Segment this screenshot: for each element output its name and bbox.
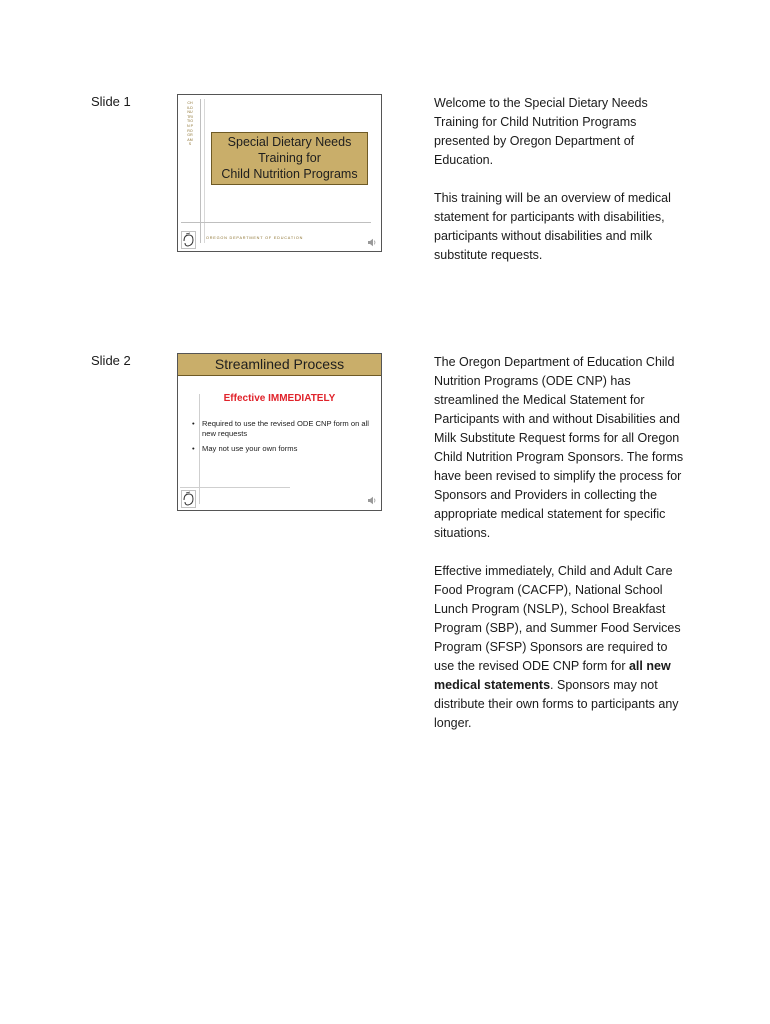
slide-2-horizontal-rule: [180, 487, 290, 488]
speaker-icon[interactable]: [367, 496, 377, 505]
slide-1-title-box: [211, 132, 368, 185]
slide-2-label: Slide 2: [91, 353, 131, 368]
slide-1-notes: [434, 94, 684, 284]
slide-1-thumbnail: [177, 94, 382, 252]
slide-1-vertical-text: CHILD NUTRITION PROGRAMS: [187, 101, 193, 147]
ode-logo-icon: [181, 490, 196, 508]
speaker-icon[interactable]: [367, 238, 377, 247]
slide-2-notes-paragraph-1: The Oregon Department of Education Child Nutrition Programs (ODE CNP) has streamlined the Medical Statement for Participants with and without Disabilities and Milk Substitute Request forms for all Oregon Child Nutrition Program Sponsors. The forms have been revised to simplify the process for Sponsors and Providers in collecting the appropriate medical statement for specific situations.: [434, 355, 684, 540]
slide-1-label: Slide 1: [91, 94, 131, 109]
ode-logo-icon: [181, 231, 196, 249]
slide-2-notes-text: Effective immediately, Child and Adult Care Food Program (CACFP), National School Lunch Program (NSLP), School Breakfast Program (SBP), and Summer Food Services Program (SFSP) Sponsors are required to use the revised ODE CNP form for: [434, 564, 681, 673]
slide-2-thumbnail: [177, 353, 382, 511]
slide-2-notes-text-end: . Sponsors may not distribute their own forms to participants any longer.: [434, 678, 679, 730]
slide-2-bullet: • May not use your own forms: [192, 444, 372, 454]
slide-2-title: Streamlined Process: [178, 354, 381, 376]
slide-1-notes-paragraph-2: This training will be an overview of medical statement for participants with disabilities, participants without disabilities and milk substitute requests.: [434, 191, 671, 262]
slide-1-horizontal-rule: [181, 222, 371, 223]
slide-2-notes-paragraph-2: [434, 562, 684, 733]
slide-2-notes-emphasis: all new medical statements: [434, 659, 671, 692]
slide-1-title-line-1: Special Dietary Needs: [227, 135, 352, 149]
slide-2-bullet: • Required to use the revised ODE CNP form on all new requests: [192, 419, 372, 439]
slide-2-notes: [434, 353, 684, 752]
slide-1-notes-paragraph-1: Welcome to the Special Dietary Needs Training for Child Nutrition Programs presented by Oregon Department of Education.: [434, 96, 648, 167]
slide-1-footer: OREGON DEPARTMENT OF EDUCATION: [206, 236, 304, 240]
slide-2-bullet-list: [192, 419, 372, 459]
slide-1-title-line-2: Training for: [258, 151, 321, 165]
slide-2-effective-heading: Effective IMMEDIATELY: [223, 393, 336, 404]
slide-1-title-line-3: Child Nutrition Programs: [221, 167, 358, 181]
